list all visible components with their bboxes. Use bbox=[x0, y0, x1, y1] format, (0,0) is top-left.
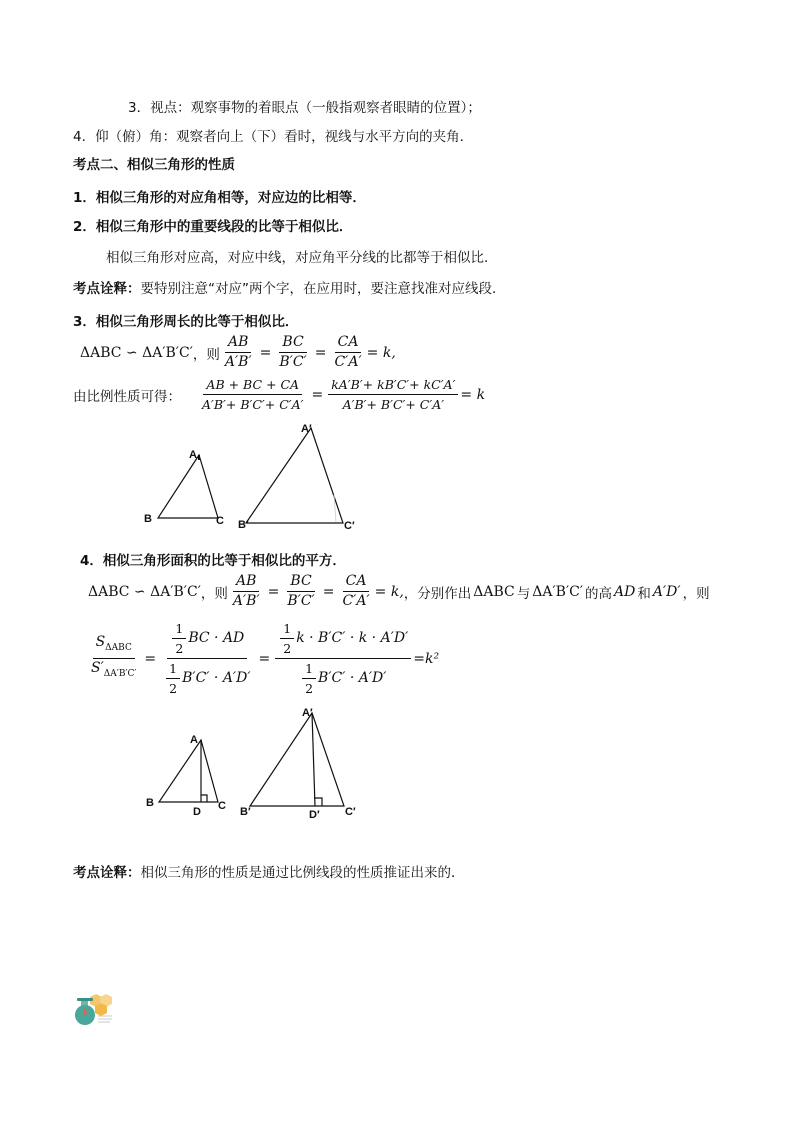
then-word: ，则 bbox=[192, 346, 220, 363]
area-ratio-derivation: $\frac{S_{\Delta ABC}}{S'_{\Delta A'B'C'}}$ = $\frac{1}{2}$ BC · AD $\frac{1}{2}$ B′C′ · A′D′ = $\frac{1}{2}$ k · B′C′ · k · A′D′ $\frac{1}{2}$ B′C′ · A′D′ =k² bbox=[86, 620, 439, 697]
flask-logo-icon bbox=[72, 990, 122, 1040]
equals-k-squared: =k² bbox=[413, 650, 440, 667]
label-d-prime: D′ bbox=[309, 809, 320, 821]
fraction-area-formula: $\frac{1}{2}$ BC · AD $\frac{1}{2}$ B′C′ · A′D′ bbox=[161, 620, 253, 697]
property-2-detail: 相似三角形对应高，对应中线，对应角平分线的比都等于相似比． bbox=[106, 250, 498, 266]
fraction-bc-2: $\frac{BC}{B'C'}$ bbox=[287, 573, 315, 609]
area-ratio-statement: ΔABC ∽ ΔA′B′C′ ，则 $\frac{AB}{A'B'}$ = $\frac{BC}{B'C'}$ = $\frac{CA}{C'A'}$ = k, ，分别作出 ΔABC 与 ΔA′B′C′ 的高 AD 和 A′D′ ，则 bbox=[88, 573, 710, 609]
label-a-prime-2: A′ bbox=[302, 707, 313, 719]
fraction-ab-2: $\frac{AB}{A'B'}$ bbox=[232, 573, 260, 609]
property-4: 4．相似三角形面积的比等于相似比的平方． bbox=[80, 553, 346, 569]
note-label: 考点诠释： bbox=[73, 281, 141, 297]
label-a-prime: A′ bbox=[301, 423, 312, 435]
fraction-perimeter: $\frac{AB + BC + CA}{A'B'+ B'C'+ C'A'}$ bbox=[202, 377, 304, 412]
perimeter-derivation: 由比例性质可得： $\frac{AB + BC + CA}{A'B'+ B'C'+ C'A'}$ = $\frac{kA'B'+ kB'C'+ kC'A'}{A'B'+ B'C'+ C'A'}$ = k bbox=[73, 377, 486, 412]
fraction-perimeter-k: $\frac{kA'B'+ kB'C'+ kC'A'}{A'B'+ B'C'+ C'A'}$ bbox=[328, 376, 458, 413]
property-1: 1．相似三角形的对应角相等，对应边的比相等． bbox=[73, 190, 366, 206]
fraction-area-ratio: $\frac{S_{\Delta ABC}}{S'_{\Delta A'B'C'}}$ bbox=[91, 634, 137, 679]
label-c: C bbox=[216, 515, 224, 527]
fraction-area-k: $\frac{1}{2}$ k · B′C′ · k · A′D′ $\frac{1}{2}$ B′C′ · A′D′ bbox=[275, 620, 411, 697]
label-b: B bbox=[144, 513, 152, 525]
altitude-apdp bbox=[312, 713, 315, 806]
triangle-abc-altitude bbox=[159, 740, 218, 802]
triangle-apbpcp-altitude bbox=[250, 713, 344, 806]
perimeter-ratio-equation: ΔABC ∽ ΔA′B′C′ ，则 $\frac{AB}{A'B'}$ = $\frac{BC}{B'C'}$ = $\frac{CA}{C'A'}$ = k, bbox=[80, 334, 396, 370]
equals-k-2: = k bbox=[460, 386, 486, 403]
note-2-label: 考点诠释： bbox=[73, 865, 141, 881]
equals-k: = k, bbox=[366, 344, 396, 361]
label-c-prime-2: C′ bbox=[345, 806, 356, 818]
ratio-lead: 由比例性质可得： bbox=[73, 388, 181, 405]
fraction-ab: $\frac{AB}{A'B'}$ bbox=[224, 334, 252, 370]
label-b-2: B bbox=[146, 797, 154, 809]
similar-statement: ΔABC ∽ ΔA′B′C′ bbox=[80, 344, 193, 361]
label-c-prime: C′ bbox=[344, 520, 355, 532]
viewpoint-line: 3．视点：观察事物的着眼点（一般指观察者眼睛的位置）； bbox=[128, 100, 481, 116]
label-b-prime-2: B′ bbox=[240, 806, 251, 818]
property-2: 2．相似三角形中的重要线段的比等于相似比． bbox=[73, 219, 353, 235]
note-2 bbox=[73, 861, 465, 881]
label-a: A bbox=[189, 449, 197, 461]
similar-statement-2: ΔABC ∽ ΔA′B′C′ bbox=[88, 583, 201, 600]
fraction-ca-2: $\frac{CA}{C'A'}$ bbox=[342, 573, 370, 609]
note-text: 要特别注意“对应”两个字，在应用时，要注意找准对应线段． bbox=[140, 281, 506, 297]
elevation-line: 4．仰（俯）角：观察者向上（下）看时，视线与水平方向的夹角． bbox=[73, 129, 474, 145]
label-d: D bbox=[193, 806, 201, 818]
label-b-prime: B′ bbox=[238, 519, 249, 531]
label-a-2: A bbox=[190, 734, 198, 746]
section-title: 考点二、相似三角形的性质 bbox=[73, 157, 235, 173]
fraction-bc: $\frac{BC}{B'C'}$ bbox=[279, 334, 307, 370]
property-3: 3．相似三角形周长的比等于相似比． bbox=[73, 314, 299, 330]
note-2-text: 相似三角形的性质是通过比例线段的性质推证出来的． bbox=[140, 865, 465, 881]
fraction-ca: $\frac{CA}{C'A'}$ bbox=[334, 334, 362, 370]
label-c-2: C bbox=[218, 800, 226, 812]
